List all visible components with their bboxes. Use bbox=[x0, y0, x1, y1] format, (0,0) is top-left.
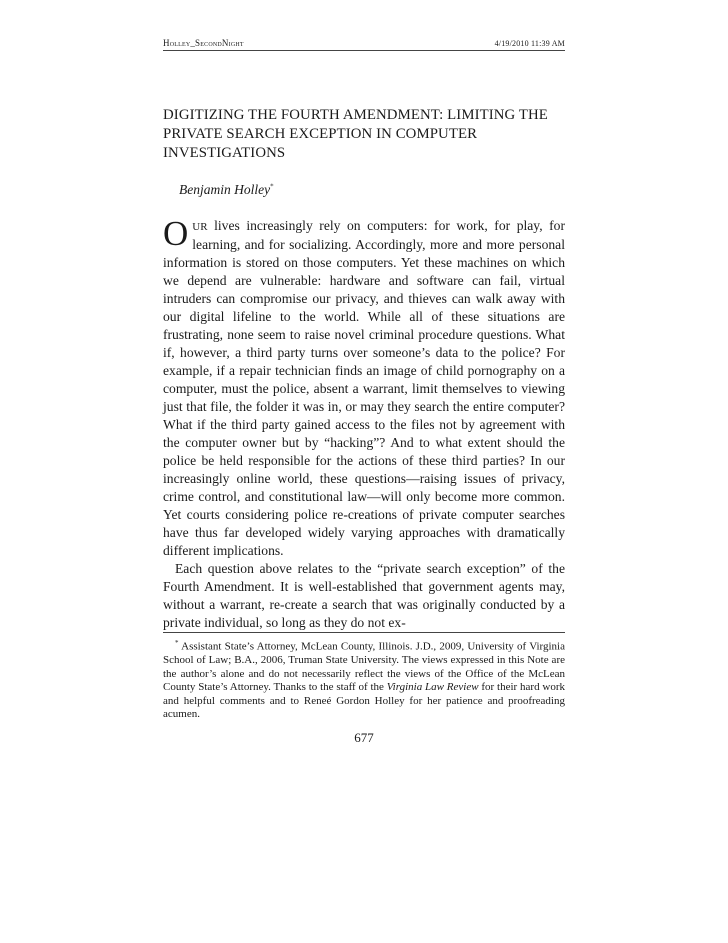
footnote-mark: * bbox=[175, 639, 179, 647]
author-name: Benjamin Holley bbox=[179, 182, 271, 197]
paragraph-2: Each question above relates to the “private search exception” of the Fourth Amendment. It is well-established that government agents may, without a warrant, re-create a search that was originally conducted by a private individual, so long as they do not ex- bbox=[163, 561, 565, 630]
drop-cap: O bbox=[163, 214, 189, 253]
document-page bbox=[163, 38, 565, 745]
paragraph-1-text: lives increasingly rely on computers: for work, for play, for learning, and for socializing. Accordingly, more and more personal information is stored on those computers. Yet these machines on which we depend are vulnerable: hardware and software can fail, virtual intruders can compromise our privacy, and thieves can walk away with our digital lifeline to the world. While all of these situations are frustrating, none seem to raise novel criminal procedure questions. What if, however, a third party turns over someone’s data to the police? For example, if a repair technician finds an image of child pornography on a computer, must the police, absent a warrant, limit themselves to viewing just that file, the folder it was in, or may they search the entire computer? What if the third party gained access to the files not by agreement with the computer owner but by “hacking”? And to what extent should the police be held responsible for the actions of these third parties? In our increasingly online world, these questions—raising issues of privacy, crime control, and constitutional law—will only become more common. Yet courts considering police re-creations of private computer searches have thus far developed widely varying approaches with dramatically different implications. bbox=[163, 218, 565, 558]
article-title: DIGITIZING THE FOURTH AMENDMENT: LIMITING THE PRIVATE SEARCH EXCEPTION IN COMPUTER INVESTIGATIONS bbox=[163, 107, 548, 161]
paragraph-1 bbox=[163, 214, 565, 560]
running-head-date: 4/19/2010 11:39 AM bbox=[494, 39, 565, 48]
footnote-journal-name: Virginia Law Review bbox=[386, 681, 479, 694]
footnote-1 bbox=[163, 637, 565, 722]
article-body bbox=[163, 214, 565, 632]
footnote-section bbox=[163, 632, 565, 722]
page-number: 677 bbox=[354, 730, 374, 745]
author-line bbox=[179, 182, 565, 198]
running-head bbox=[163, 38, 565, 51]
footnote-text-b: for their hard work and helpful comments and to Reneé Gordon Holley for her patience and proofreading acumen. bbox=[163, 681, 565, 721]
footnote-text-a: Assistant State’s Attorney, McLean County, Illinois. J.D., 2009, University of Virginia School of Law; B.A., 2006, Truman State University. The views expressed in this Note are the author’s alone and do not necessarily reflect the views of the Office of the McLean County State’s Attorney. Thanks to the staff of the bbox=[163, 640, 565, 694]
author-footnote-mark[interactable]: * bbox=[270, 182, 274, 191]
running-head-left: Holley_SecondNight bbox=[163, 38, 244, 48]
lead-small-caps: UR bbox=[192, 221, 208, 233]
